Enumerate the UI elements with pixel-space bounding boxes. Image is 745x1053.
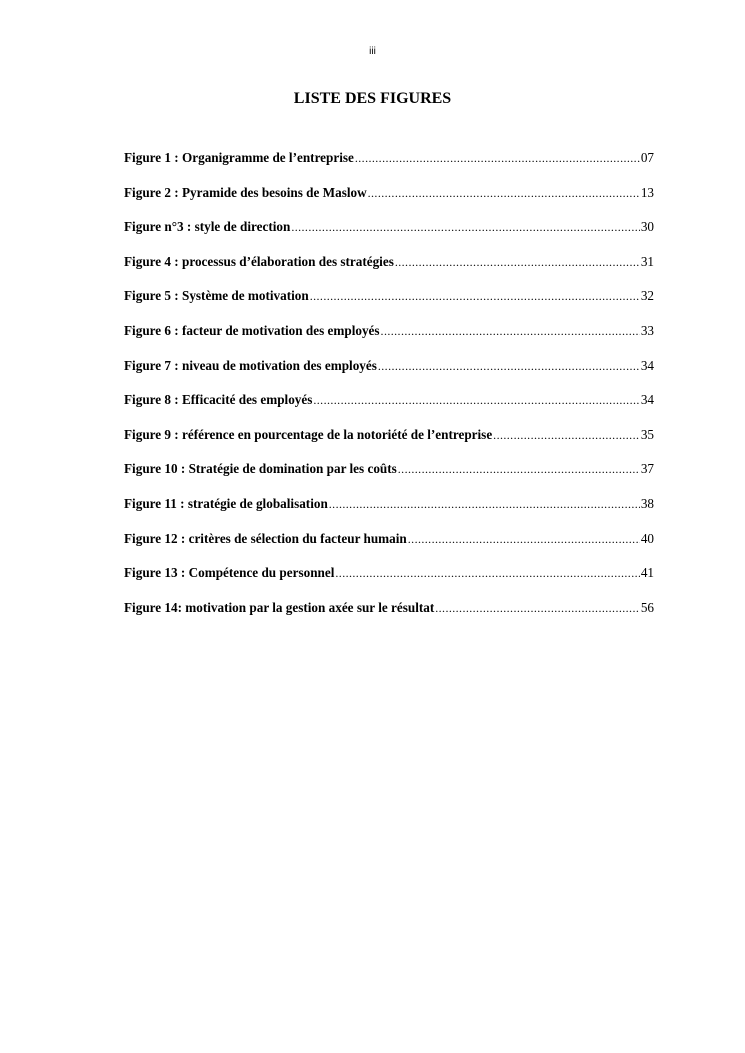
toc-entry-label: Figure 12 : critères de sélection du facteur humain	[124, 530, 407, 546]
toc-entry-page: 31	[640, 253, 654, 269]
page-title: LISTE DES FIGURES	[293, 90, 452, 107]
dot-leader	[355, 149, 640, 167]
toc-entry-page: 32	[640, 288, 654, 304]
dot-leader	[493, 426, 640, 444]
toc-entry-label: Figure 6 : facteur de motivation des employés	[124, 322, 380, 338]
toc-entry-page: 07	[640, 150, 654, 165]
toc-entry-figure-14[interactable]	[124, 599, 654, 634]
toc-entry-page: 34	[640, 357, 654, 373]
dot-leader	[398, 460, 640, 478]
dot-leader	[435, 599, 640, 617]
toc-entry-label: Figure 4 : processus d’élaboration des stratégies	[124, 253, 394, 269]
toc-entry-figure-6[interactable]	[124, 322, 654, 357]
toc-entry-page: 41	[640, 565, 654, 581]
toc-entry-label: Figure 8 : Efficacité des employés	[124, 392, 313, 408]
toc-entry-label: Figure n°3 : style de direction	[124, 219, 291, 235]
dot-leader	[381, 322, 640, 340]
toc-entry-page: 38	[640, 495, 654, 511]
dot-leader	[335, 564, 639, 582]
toc-entry-figure-2[interactable]	[124, 184, 654, 219]
toc-entry-figure-5[interactable]	[124, 287, 654, 322]
toc-entry-label: Figure 13 : Compétence du personnel	[124, 565, 335, 581]
dot-leader	[291, 218, 639, 236]
toc-entry-label: Figure 7 : niveau de motivation des employés	[124, 357, 377, 373]
toc-entry-figure-13[interactable]	[124, 564, 654, 599]
toc-entry-label: Figure 11 : stratégie de globalisation	[124, 495, 328, 511]
toc-entry-label: Figure 5 : Système de motivation	[124, 288, 309, 304]
dot-leader	[368, 184, 640, 202]
toc-entry-label: Figure 14: motivation par la gestion axée sur le résultat	[124, 599, 435, 615]
toc-entry-label: Figure 1 : Organigramme de l’entreprise	[124, 150, 354, 165]
figure-list	[124, 149, 654, 633]
toc-entry-page: 34	[640, 392, 654, 408]
toc-entry-page: 40	[640, 530, 654, 546]
toc-entry-figure-10[interactable]	[124, 460, 654, 495]
toc-entry-page: 30	[640, 219, 654, 235]
toc-entry-page: 56	[640, 599, 654, 615]
toc-entry-figure-8[interactable]	[124, 391, 654, 426]
toc-entry-figure-4[interactable]	[124, 253, 654, 288]
toc-entry-page: 37	[640, 461, 654, 477]
toc-entry-label: Figure 9 : référence en pourcentage de la notoriété de l’entreprise	[124, 426, 493, 442]
toc-entry-label: Figure 10 : Stratégie de domination par les coûts	[124, 461, 397, 477]
toc-entry-label: Figure 2 : Pyramide des besoins de Maslow	[124, 184, 367, 200]
toc-entry-figure-3[interactable]	[124, 218, 654, 253]
page-number: iii	[369, 46, 376, 57]
dot-leader	[395, 253, 640, 271]
toc-entry-figure-1[interactable]	[124, 149, 654, 184]
toc-entry-figure-7[interactable]	[124, 357, 654, 392]
toc-entry-figure-12[interactable]	[124, 530, 654, 565]
toc-entry-figure-11[interactable]	[124, 495, 654, 530]
toc-entry-page: 13	[640, 184, 654, 200]
dot-leader	[313, 391, 639, 409]
dot-leader	[408, 530, 640, 548]
toc-entry-page: 33	[640, 322, 654, 338]
dot-leader	[329, 495, 640, 513]
dot-leader	[310, 287, 640, 305]
dot-leader	[378, 357, 640, 375]
toc-entry-figure-9[interactable]	[124, 426, 654, 461]
toc-entry-page: 35	[640, 426, 654, 442]
